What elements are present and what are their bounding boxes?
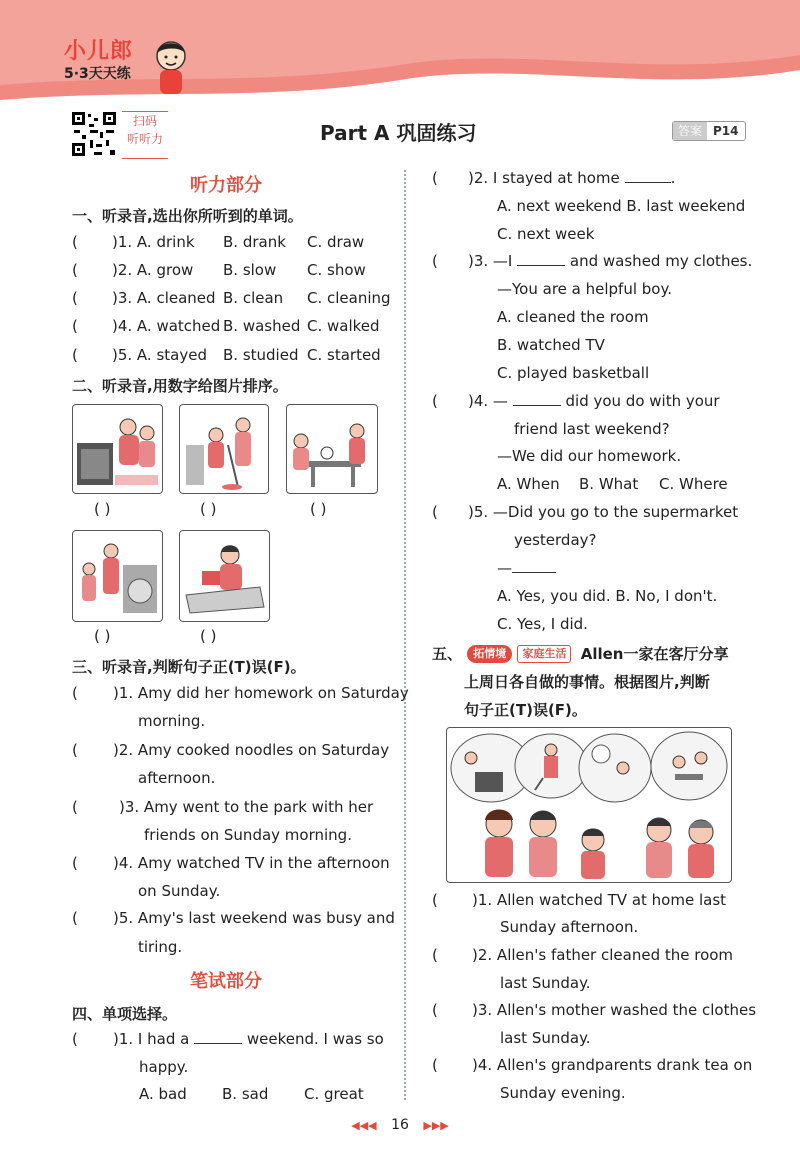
q4-2-part1: )2. I stayed at home — [468, 169, 620, 187]
picture-family-scene — [446, 727, 732, 883]
q5-item-line1: )4. Allen's grandparents drank tea on — [472, 1056, 753, 1074]
paren-open: ( — [432, 946, 438, 964]
option-a: )1. A. drink — [112, 233, 195, 251]
paren-open: ( — [72, 798, 78, 816]
answer-blank — [517, 265, 565, 266]
q4-5-options-1: A. Yes, you did. B. No, I don't. — [497, 587, 718, 605]
order-paren: ( ) — [94, 500, 111, 518]
q5-item-line2: Sunday evening. — [500, 1084, 626, 1102]
q3-item-line1: )1. Amy did her homework on Saturday — [113, 684, 409, 702]
brand-name: 小儿郎 — [64, 39, 134, 64]
q4-3-reply: —You are a helpful boy. — [497, 280, 672, 298]
paren-open: ( — [432, 891, 438, 909]
option-b: B. sad — [222, 1085, 269, 1103]
answer-page: P14 — [713, 124, 739, 138]
order-paren: ( ) — [310, 500, 327, 518]
page-title: Part A 巩固练习 — [320, 121, 477, 145]
section-listening: 听力部分 — [190, 175, 262, 196]
scan-listen-label — [122, 111, 168, 159]
paren-open: ( — [72, 854, 78, 872]
q3-item-line2: afternoon. — [138, 769, 216, 787]
option-c: C. played basketball — [497, 364, 650, 382]
paren-open: ( — [72, 261, 78, 279]
option-c: C. draw — [307, 233, 365, 251]
q4-3-part1: )3. —I — [468, 252, 513, 270]
picture-drinking-tea — [286, 404, 378, 494]
q4-4-reply: —We did our homework. — [497, 447, 682, 465]
brand-logo — [64, 34, 133, 83]
q5-item-line1: )2. Allen's father cleaned the room — [472, 946, 734, 964]
option-c: C. Where — [659, 475, 728, 493]
answer-key-label: 答案 — [673, 122, 707, 140]
tag-context: 拓情境 — [467, 645, 512, 663]
paren-open: ( — [432, 169, 438, 187]
option-c: C. walked — [307, 317, 380, 335]
picture-watching-tv — [72, 404, 163, 494]
dash: — — [497, 559, 512, 577]
next-arrows-icon: ▶▶▶ — [423, 1119, 449, 1132]
answer-blank — [194, 1043, 242, 1044]
q4-4-part2: did you do with your — [565, 392, 720, 410]
q4-5-line1: )5. —Did you go to the supermarket — [468, 503, 739, 521]
option-a: A. bad — [139, 1085, 187, 1103]
q5-item-line1: )3. Allen's mother washed the clothes — [472, 1001, 757, 1019]
q4-3-part2: and washed my clothes. — [569, 252, 753, 270]
q4-1-text — [113, 1030, 384, 1048]
option-a: )2. A. grow — [112, 261, 194, 279]
q5-number: 五、 — [432, 645, 463, 663]
answer-blank — [512, 572, 556, 573]
column-divider — [404, 170, 406, 1100]
option-b: B. clean — [223, 289, 284, 307]
option-b: B. watched TV — [497, 336, 605, 354]
q4-3-text — [468, 252, 752, 270]
q3-item-line2: friends on Sunday morning. — [144, 826, 352, 844]
picture-washing-clothes — [72, 530, 163, 622]
prev-arrows-icon: ◀◀◀ — [351, 1119, 377, 1132]
option-a: )3. A. cleaned — [112, 289, 216, 307]
q5-instruction-2: 上周日各自做的事情。根据图片,判断 — [464, 673, 710, 691]
brand-sub: 5·3天天练 — [64, 66, 131, 82]
option-c: C. great — [304, 1085, 364, 1103]
answer-blank — [625, 182, 671, 183]
option-b: B. slow — [223, 261, 277, 279]
page-footer — [0, 1117, 800, 1133]
q5-item-line2: last Sunday. — [500, 1029, 591, 1047]
q4-2-text: )2. I stayed at home . — [468, 169, 676, 187]
paren-open: ( — [72, 684, 78, 702]
q5-item-line2: Sunday afternoon. — [500, 918, 639, 936]
q3-item-line2: morning. — [138, 712, 206, 730]
option-b: B. washed — [223, 317, 301, 335]
q5-item-line1: )1. Allen watched TV at home last — [472, 891, 727, 909]
q4-1-line2: happy. — [139, 1058, 189, 1076]
q4-5-options-2: C. Yes, I did. — [497, 615, 588, 633]
q3-item-line1: )4. Amy watched TV in the afternoon — [113, 854, 390, 872]
mascot-icon — [150, 38, 192, 98]
paren-open: ( — [432, 503, 438, 521]
option-c: C. started — [307, 346, 381, 364]
order-paren: ( ) — [200, 500, 217, 518]
option-a: A. cleaned the room — [497, 308, 649, 326]
q3-item-line2: tiring. — [138, 938, 183, 956]
paren-open: ( — [432, 1001, 438, 1019]
q2-title: 二、听录音,用数字给图片排序。 — [72, 377, 288, 395]
paren-open: ( — [72, 909, 78, 927]
q3-item-line1: )2. Amy cooked noodles on Saturday — [113, 741, 390, 759]
q4-1-part1: )1. I had a — [113, 1030, 190, 1048]
qr-code-icon — [70, 110, 118, 158]
q5-instruction-1: Allen一家在客厅分享 — [580, 645, 729, 663]
q4-2-options-2: C. next week — [497, 225, 595, 243]
q3-item-line2: on Sunday. — [138, 882, 221, 900]
q3-item-line1: )3. Amy went to the park with her — [119, 798, 374, 816]
paren-open: ( — [432, 1056, 438, 1074]
order-paren: ( ) — [94, 627, 111, 645]
q1-title: 一、听录音,选出你所听到的单词。 — [72, 207, 303, 225]
option-b: B. What — [579, 475, 639, 493]
q4-4-text — [468, 392, 720, 410]
paren-open: ( — [432, 252, 438, 270]
option-a: )5. A. stayed — [112, 346, 207, 364]
option-c: C. cleaning — [307, 289, 391, 307]
answer-key-badge — [672, 121, 746, 141]
paren-open: ( — [72, 289, 78, 307]
q4-2-options-1: A. next weekend B. last weekend — [497, 197, 746, 215]
order-paren: ( ) — [200, 627, 217, 645]
q4-1-part2: weekend. I was so — [246, 1030, 384, 1048]
paren-open: ( — [72, 1030, 78, 1048]
answer-blank — [513, 405, 561, 406]
paren-open: ( — [72, 233, 78, 251]
option-a: )4. A. watched — [112, 317, 221, 335]
q4-4-part1: )4. — — [468, 392, 508, 410]
q3-title: 三、听录音,判断句子正(T)误(F)。 — [72, 658, 306, 676]
q4-title: 四、单项选择。 — [72, 1005, 178, 1023]
scan-label: 扫码 — [132, 114, 157, 128]
option-a: A. When — [497, 475, 560, 493]
option-c: C. show — [307, 261, 366, 279]
picture-reading-book — [179, 530, 270, 622]
tag-family-life: 家庭生活 — [517, 645, 571, 663]
listen-label: 听听力 — [126, 132, 163, 146]
page-number: 16 — [391, 1117, 409, 1133]
q5-header — [432, 643, 728, 664]
paren-open: ( — [72, 317, 78, 335]
q4-5-line2: yesterday? — [514, 531, 597, 549]
q3-item-line1: )5. Amy's last weekend was busy and — [113, 909, 395, 927]
q5-instruction-3: 句子正(T)误(F)。 — [464, 701, 587, 719]
q5-item-line2: last Sunday. — [500, 974, 591, 992]
paren-open: ( — [432, 392, 438, 410]
q4-5-reply — [497, 559, 556, 577]
q4-4-line2: friend last weekend? — [514, 420, 670, 438]
picture-cleaning-room — [179, 404, 269, 494]
section-writing: 笔试部分 — [190, 971, 262, 992]
option-b: B. drank — [223, 233, 286, 251]
paren-open: ( — [72, 346, 78, 364]
option-b: B. studied — [223, 346, 299, 364]
paren-open: ( — [72, 741, 78, 759]
